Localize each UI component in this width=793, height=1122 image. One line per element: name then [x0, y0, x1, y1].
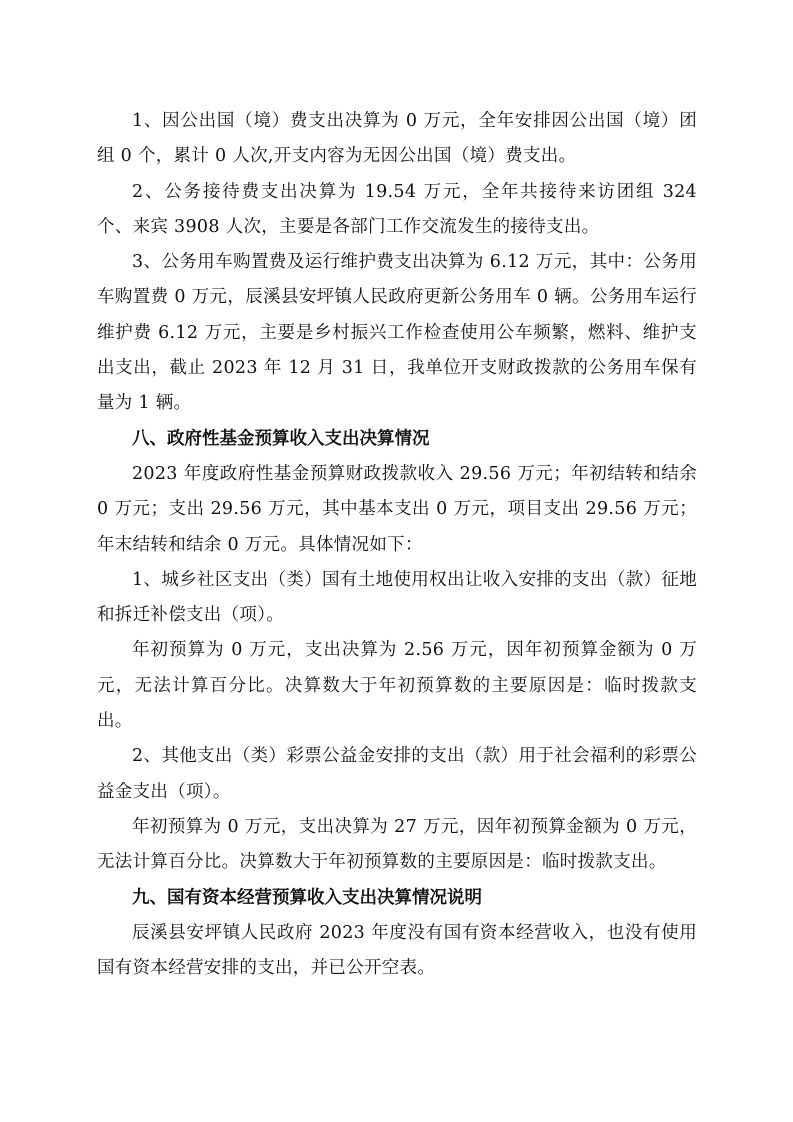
- paragraph-vehicle-expense: 3、公务用车购置费及运行维护费支出决算为 6.12 万元，其中：公务用车购置费 0 万元，辰溪县安坪镇人民政府更新公务用车 0 辆。公务用车运行维护费 6.12 万元，主要是乡村振兴工作检查使用公车频繁，燃料、维护支出支出，截止 2023 年 12 月 31 日，我单位开支财政拨款的公务用车保有量为 1 辆。: [97, 252, 697, 414]
- document-body: [97, 104, 697, 986]
- paragraph-reception-expense: 2、公务接待费支出决算为 19.54 万元，全年共接待来访团组 324 个、来宾 3908 人次，主要是各部门工作交流发生的接待支出。: [97, 181, 697, 237]
- paragraph-lottery-welfare-detail: 年初预算为 0 万元，支出决算为 27 万元，因年初预算金额为 0 万元，无法计算百分比。决算数大于年初预算数的主要原因是：临时拨款支出。: [97, 816, 697, 873]
- paragraph-item-lottery-welfare: 2、其他支出（类）彩票公益金安排的支出（款）用于社会福利的彩票公益金支出（项）。: [97, 746, 697, 802]
- paragraph-state-capital: 辰溪县安坪镇人民政府 2023 年度没有国有资本经营收入，也没有使用国有资本经营安排的支出，并已公开空表。: [97, 922, 697, 979]
- section-heading-state-capital: 九、国有资本经营预算收入支出决算情况说明: [132, 887, 482, 908]
- section-heading-government-fund: 八、政府性基金预算收入支出决算情况: [132, 428, 430, 449]
- paragraph-fund-summary: 2023 年度政府性基金预算财政拨款收入 29.56 万元；年初结转和结余 0 万元；支出 29.56 万元，其中基本支出 0 万元，项目支出 29.56 万元；年末结转和结余 0 万元。具体情况如下：: [97, 463, 697, 555]
- paragraph-overseas-travel: 1、因公出国（境）费支出决算为 0 万元，全年安排因公出国（境）团组 0 个，累计 0 人次,开支内容为无因公出国（境）费支出。: [97, 111, 697, 167]
- paragraph-land-compensation-detail: 年初预算为 0 万元，支出决算为 2.56 万元，因年初预算金额为 0 万元，无法计算百分比。决算数大于年初预算数的主要原因是：临时拨款支出。: [97, 640, 697, 732]
- paragraph-item-land-compensation: 1、城乡社区支出（类）国有土地使用权出让收入安排的支出（款）征地和拆迁补偿支出（项）。: [97, 569, 697, 626]
